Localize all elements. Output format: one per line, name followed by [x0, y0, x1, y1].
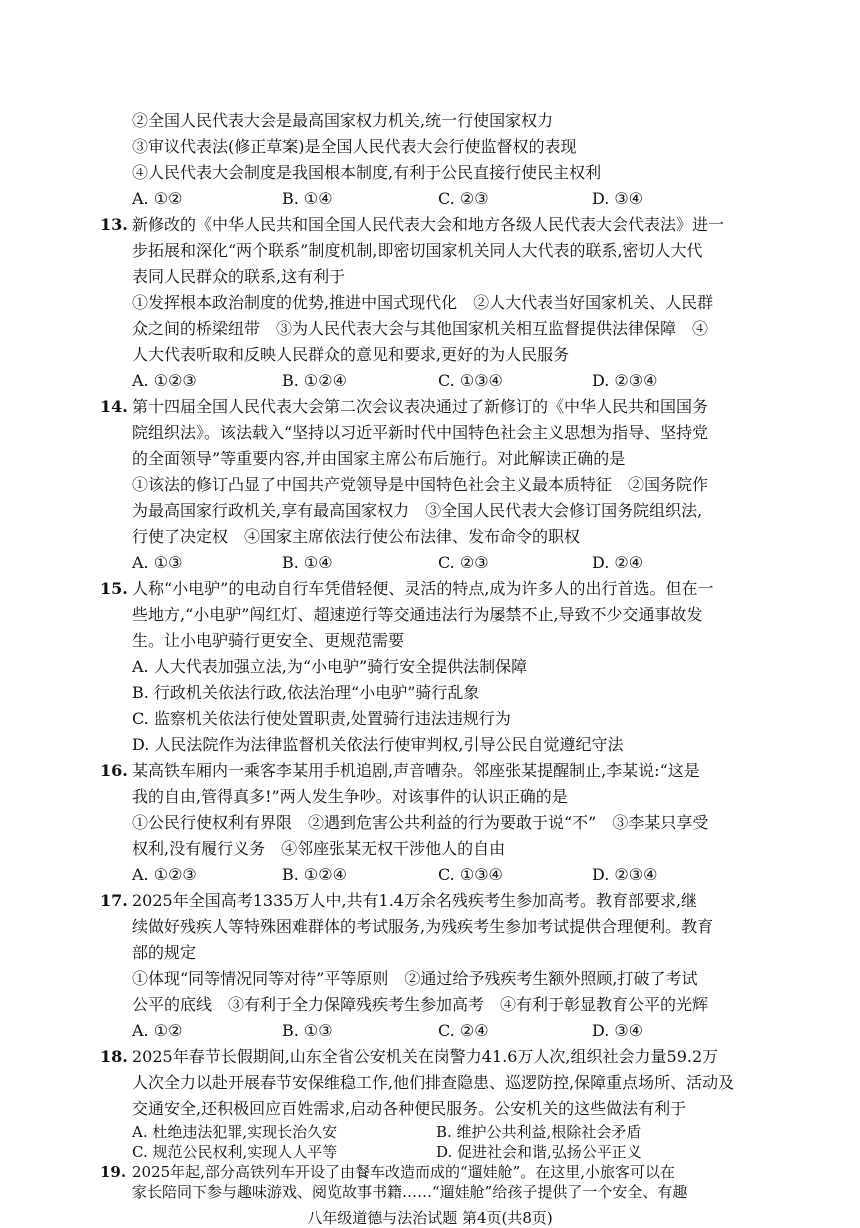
q16-options [132, 862, 752, 888]
q14-stem-line: 院组织法》。该法载入“坚持以习近平新时代中国特色社会主义思想为指导、坚持党 [132, 423, 709, 442]
q12-options [132, 186, 752, 212]
option-b: B. 行政机关依法行政,依法治理“小电驴”骑行乱象 [132, 683, 480, 702]
q13-statement-line: ①发挥根本政治制度的优势,推进中国式现代化 ②人大代表当好国家机关、人民群 [132, 293, 714, 312]
option-b: B. ①②④ [282, 865, 347, 884]
option-c: C. ①③④ [438, 371, 503, 390]
q14-stem-line: 第十四届全国人民代表大会第二次会议表决通过了新修订的《中华人民共和国国务 [132, 397, 709, 416]
q17-stem-line: 2025年全国高考1335万人中,共有1.4万余名残疾考生参加高考。教育部要求,继 [132, 891, 698, 910]
q17-number: 17. [100, 891, 128, 910]
q16-statement-line: 权利,没有履行义务 ④邻座张某无权干涉他人的自由 [132, 839, 506, 858]
option-a: A. ①②③ [132, 371, 197, 390]
q14-number: 14. [100, 397, 128, 416]
option-c: C. ②③ [438, 189, 489, 208]
option-a: A. ①③ [132, 553, 183, 572]
q17-options [132, 1018, 752, 1044]
option-b: B. ①③ [282, 1021, 333, 1040]
q13-stem-line: 步拓展和深化“两个联系”制度机制,即密切国家机关同人大代表的联系,密切人大代 [132, 241, 703, 260]
q19-stem-line: 2025年起,部分高铁列车开设了由餐车改造而成的“遛娃舱”。在这里,小旅客可以在 [132, 1163, 676, 1181]
option-d: D. ②③④ [592, 371, 658, 390]
option-b: B. ①②④ [282, 371, 347, 390]
option-d: D. ②④ [592, 553, 644, 572]
q16-stem-line: 我的自由,管得真多!”两人发生争吵。对该事件的认识正确的是 [132, 787, 568, 806]
q12-statement-4: ④人民代表大会制度是我国根本制度,有利于公民直接行使民主权利 [132, 163, 602, 182]
q18-number: 18. [100, 1047, 128, 1066]
option-c: C. 监察机关依法行使处置职责,处置骑行违法违规行为 [132, 709, 511, 728]
q19-number: 19. [100, 1163, 127, 1181]
option-c: C. ①③④ [438, 865, 503, 884]
q18-stem-line: 人次全力以赴开展春节安保维稳工作,他们排查隐患、巡逻防控,保障重点场所、活动及 [132, 1073, 735, 1092]
option-a: A. ①② [132, 189, 183, 208]
option-d: D. ③④ [592, 1021, 644, 1040]
q16-number: 16. [100, 761, 128, 780]
option-b: B. 维护公共利益,根除社会矛盾 [436, 1123, 642, 1141]
option-a: A. ①② [132, 1021, 183, 1040]
option-c: C. ②④ [438, 1021, 489, 1040]
q18-stem-line: 2025年春节长假期间,山东全省公安机关在岗警力41.6万人次,组织社会力量59.2万 [132, 1047, 719, 1066]
option-c: C. ②③ [438, 553, 489, 572]
option-b: B. ①④ [282, 553, 333, 572]
option-c: C. 规范公民权利,实现人人平等 [132, 1143, 338, 1161]
q12-statement-2: ②全国人民代表大会是最高国家权力机关,统一行使国家权力 [132, 111, 554, 130]
q14-statement-line: 行使了决定权 ④国家主席依法行使公布法律、发布命令的职权 [132, 527, 581, 546]
q19-stem-line: 家长陪同下参与趣味游戏、阅览故事书籍……“遛娃舱”给孩子提供了一个安全、有趣 [132, 1183, 688, 1201]
option-d: D. ③④ [592, 189, 644, 208]
q13-number: 13. [100, 215, 128, 234]
q17-statement-line: ①体现“同等情况同等对待”平等原则 ②通过给予残疾考生额外照顾,打破了考试 [132, 969, 698, 988]
q13-statement-line: 人大代表听取和反映人民群众的意见和要求,更好的为人民服务 [132, 345, 570, 364]
option-b: B. ①④ [282, 189, 333, 208]
q15-stem-line: 人称“小电驴”的电动自行车凭借轻便、灵活的特点,成为许多人的出行首选。但在一 [132, 579, 714, 598]
option-a: A. 杜绝违法犯罪,实现长治久安 [132, 1123, 338, 1141]
option-d: D. 促进社会和谐,弘扬公平正义 [436, 1143, 642, 1161]
q12-statement-3: ③审议代表法(修正草案)是全国人民代表大会行使监督权的表现 [132, 137, 577, 156]
q16-statement-line: ①公民行使权利有界限 ②遇到危害公共利益的行为要敢于说“不” ③李某只享受 [132, 813, 709, 832]
q14-options [132, 550, 752, 576]
q13-statement-line: 众之间的桥梁纽带 ③为人民代表大会与其他国家机关相互监督提供法律保障 ④ [132, 319, 709, 338]
page-footer: 八年级道德与法治试题 第4页(共8页) [307, 1209, 553, 1227]
q17-statement-line: 公平的底线 ③有利于全力保障残疾考生参加高考 ④有利于彰显教育公平的光辉 [132, 995, 709, 1014]
option-a: A. 人大代表加强立法,为“小电驴”骑行安全提供法制保障 [132, 657, 528, 676]
q13-stem-line: 表同人民群众的联系,这有利于 [132, 267, 346, 286]
q16-stem-line: 某高铁车厢内一乘客李某用手机追剧,声音嘈杂。邻座张某提醒制止,李某说:“这是 [132, 761, 700, 780]
q14-stem-line: 的全面领导”等重要内容,并由国家主席公布后施行。对此解读正确的是 [132, 449, 626, 468]
q15-stem-line: 生。让小电驴骑行更安全、更规范需要 [132, 631, 405, 650]
option-a: A. ①②③ [132, 865, 197, 884]
q17-stem-line: 续做好残疾人等特殊困难群体的考试服务,为残疾考生参加考试提供合理便利。教育 [132, 917, 714, 936]
option-d: D. ②③④ [592, 865, 658, 884]
q15-number: 15. [100, 579, 128, 598]
q13-options [132, 368, 752, 394]
q14-statement-line: 为最高国家行政机关,享有最高国家权力 ③全国人民代表大会修订国务院组织法, [132, 501, 703, 520]
option-d: D. 人民法院作为法律监督机关依法行使审判权,引导公民自觉遵纪守法 [132, 735, 624, 754]
q15-stem-line: 些地方,“小电驴”闯红灯、超速逆行等交通违法行为屡禁不止,导致不少交通事故发 [132, 605, 703, 624]
q13-stem-line: 新修改的《中华人民共和国全国人民代表大会和地方各级人民代表大会代表法》进一 [132, 215, 725, 234]
q18-stem-line: 交通安全,还积极回应百姓需求,启动各种便民服务。公安机关的这些做法有利于 [132, 1099, 687, 1118]
q14-statement-line: ①该法的修订凸显了中国共产党领导是中国特色社会主义最本质特征 ②国务院作 [132, 475, 709, 494]
q17-stem-line: 部的规定 [132, 943, 197, 962]
